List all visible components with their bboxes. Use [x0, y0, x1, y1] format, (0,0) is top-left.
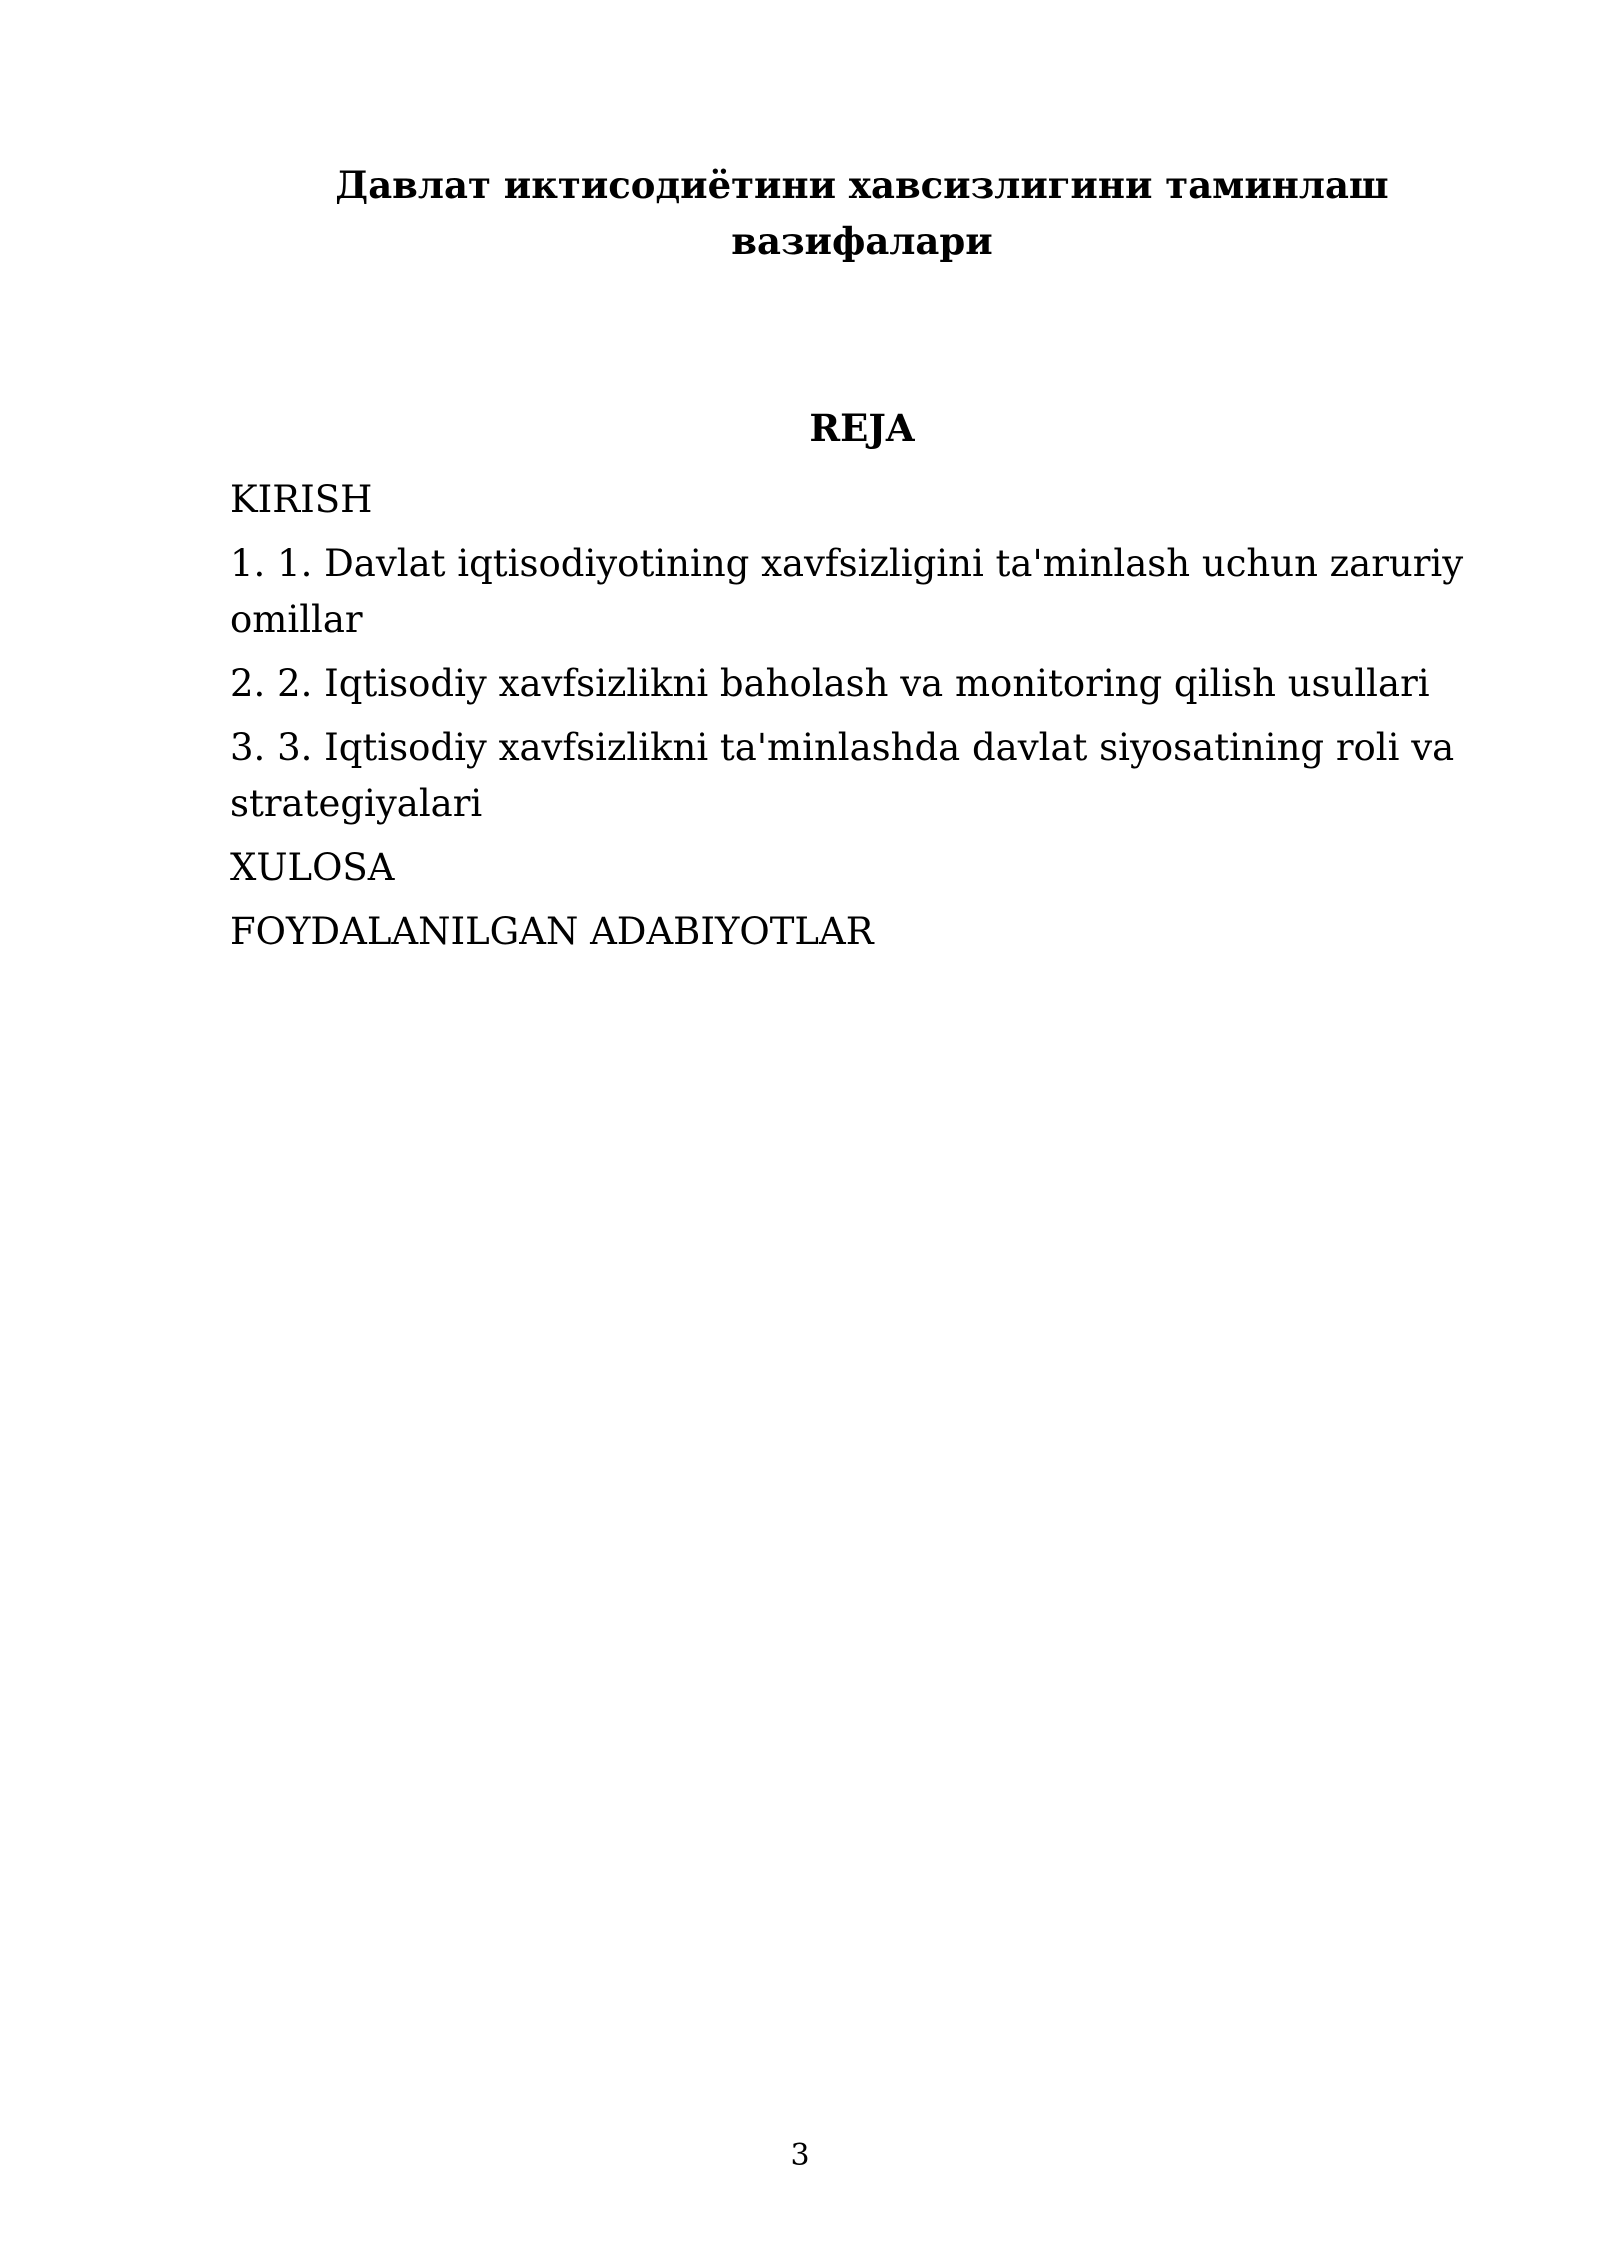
- plan-item-conclusion: XULOSA: [230, 846, 395, 889]
- plan-item-introduction: KIRISH: [230, 478, 373, 521]
- plan-item-section-3: 3. 3. Iqtisodiy xavfsizlikni ta'minlashda davlat siyosatining roli va strategiyalari: [230, 726, 1455, 825]
- page-number: 3: [790, 2138, 810, 2173]
- plan-item-section-1: 1. 1. Davlat iqtisodiyotining xavfsizligini ta'minlash uchun zaruriy omillar: [230, 542, 1464, 641]
- plan-item-section-2: 2. 2. Iqtisodiy xavfsizlikni baholash va monitoring qilish usullari: [230, 662, 1430, 705]
- plan-item-references: FOYDALANILGAN ADABIYOTLAR: [230, 910, 874, 953]
- plan-list: [230, 472, 1494, 968]
- plan-heading: REJA: [809, 406, 915, 450]
- document-title: Давлат иктисодиётини хавсизлигини таминлаш вазифалари: [335, 163, 1389, 263]
